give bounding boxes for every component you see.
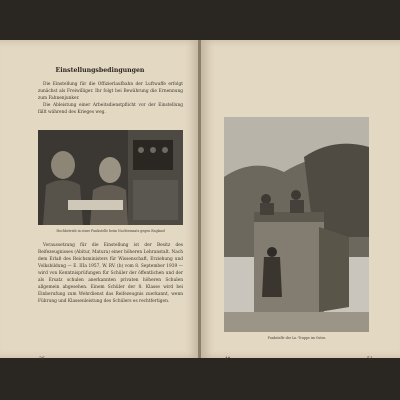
field-radio-post-photo <box>224 117 369 332</box>
photo-caption: Funkstelle der Ln.-Truppe im Osten <box>267 336 326 340</box>
left-page <box>0 40 199 362</box>
right-page <box>201 40 400 362</box>
paragraph-1: Die Einstellung für die Offizierlaufbahn der Luftwaffe erfolgt zunächst als Freiwilliger. Ihr folgt bei Bewährung die Ernennung zum Fahnenjunker. <box>38 82 183 101</box>
field-radio-post-photo-illustration <box>224 117 369 332</box>
book-spread <box>0 40 400 362</box>
page-number: 51 <box>367 357 373 362</box>
paragraph-2: Die Ableistung einer Arbeitsdienstpflicht vor der Einstellung fällt während des Krieges weg. <box>38 103 183 115</box>
page-heading: Einstellungsbedingungen <box>55 67 145 74</box>
radio-station-photo <box>38 130 183 225</box>
page-number: 36 <box>39 357 45 362</box>
photo-caption: Hochbetrieb in einer Funkstelle beim Nachteinsatz gegen England <box>56 229 165 233</box>
paragraph-3: Voraussetzung für die Einstellung ist der Besitz des Reifezeugnisses (Abitur, Matura) einer höheren Lehranstalt. Nach dem Erlaß des Reichsministers für Wissenschaft, Erziehung und Volksbildung — E. IIIa 1957, W. RV. (b) vom 8. September 1939 — wird von Kenntnisprüfungen für Schüler der öffentlichen und der als Ersatz schulen anerkannten privaten höheren Schulen allgemein abgesehen. Einem Schüler der 8. Klasse wird bei Einberufung zum Wehrdienst das Reifezeugnis zuerkannt, wenn Führung und Klassenleistung des Schülers es rechtfertigen. <box>38 243 183 304</box>
signature-mark: 4* <box>225 357 231 362</box>
radio-station-photo-illustration <box>38 130 183 225</box>
